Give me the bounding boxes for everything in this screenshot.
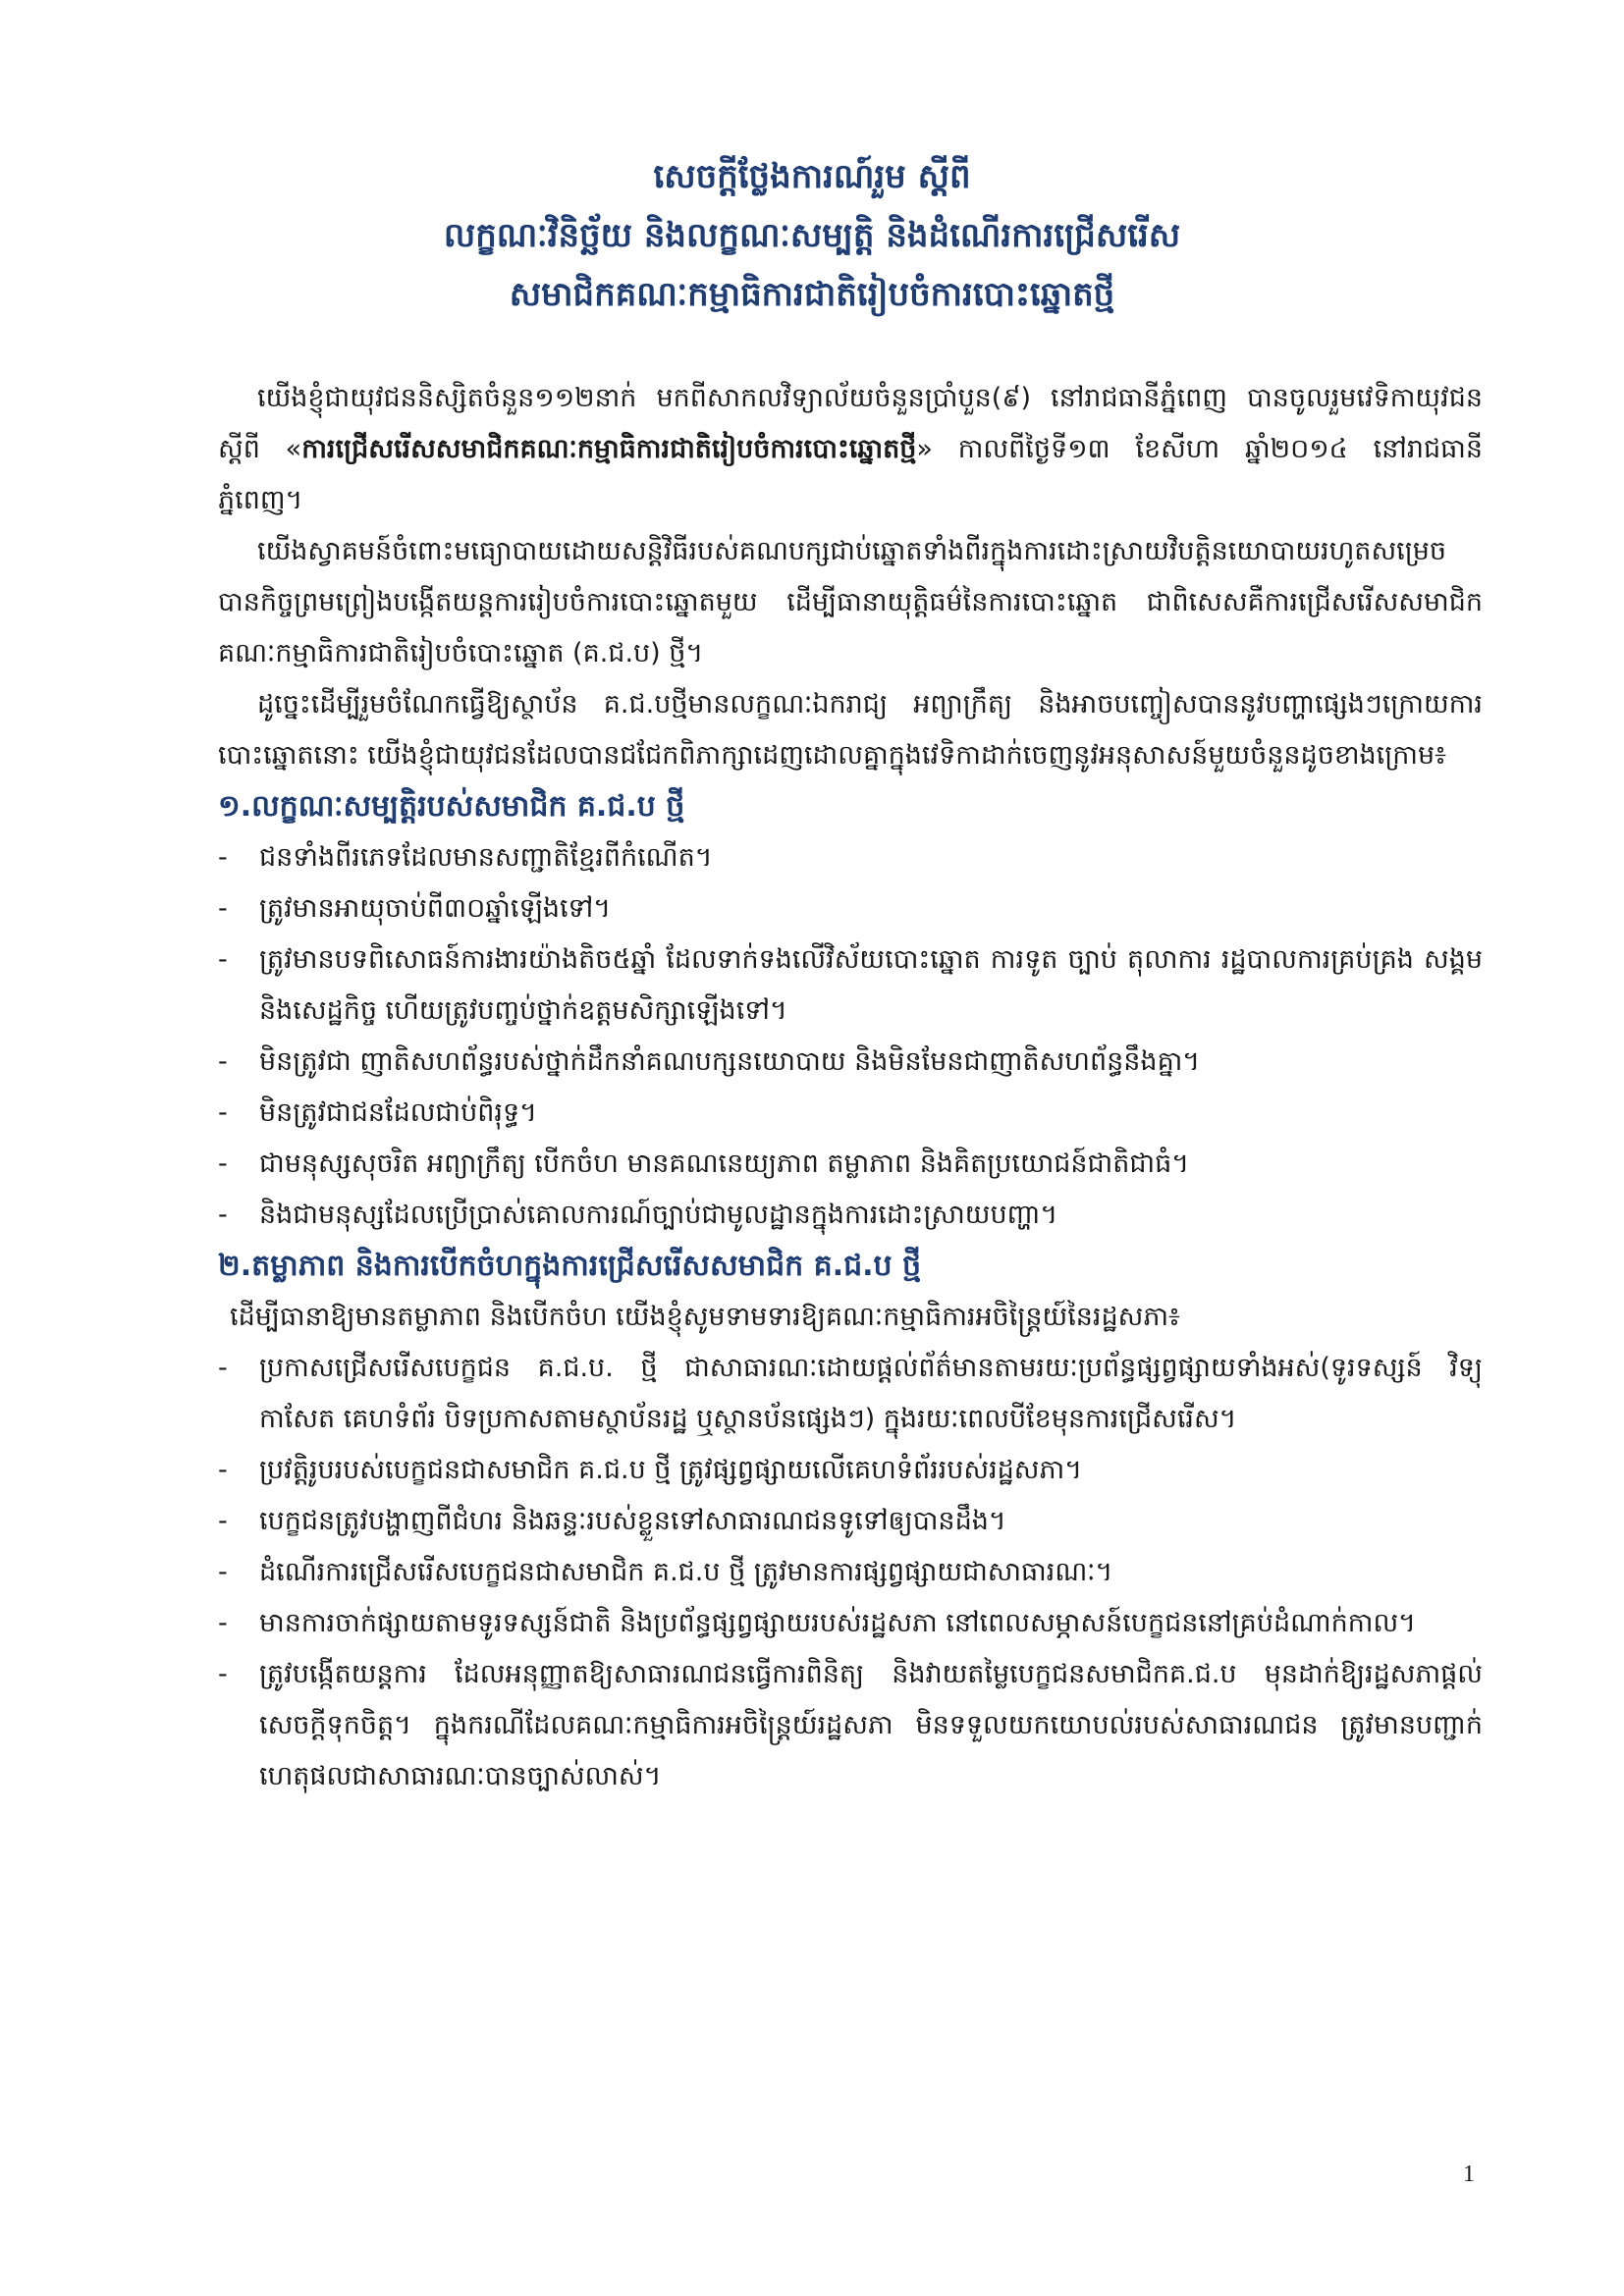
dash-bullet-icon: - xyxy=(218,1353,228,1383)
section-2-heading: ២.តម្លាភាព និងការបើកចំហក្នុងការជ្រើសរើសសមាជិក គ.ជ.ប ថ្មី xyxy=(218,1249,922,1283)
dash-bullet-icon: - xyxy=(218,1557,228,1587)
list-item-text: បេក្ខជនត្រូវបង្ហាញពីជំហរ និងឆន្ទៈរបស់ខ្លួនទៅសាធារណជនទូទៅឲ្យបានដឹង។ xyxy=(259,1506,1006,1536)
list-item xyxy=(218,1547,1483,1598)
list-item-text: ជនទាំងពីរភេទដែលមានសញ្ជាតិខ្មែរពីកំណើត។ xyxy=(259,842,713,873)
list-item-text: មានការចាក់ផ្សាយតាមទូរទស្សន៍ជាតិ និងប្រព័ន្ធផ្សព្វផ្សាយរបស់រដ្ឋសភា នៅពេលសម្ភាសន៍បេក្ខជននៅគ្រប់ដំណាក់កាល។ xyxy=(259,1608,1416,1638)
section-1-list xyxy=(218,832,1483,1241)
list-item-text: ត្រូវបង្កើតយន្តការ ដែលអនុញ្ញាតឱ្យសាធារណជនធ្វើការពិនិត្យ និងវាយតម្លៃបេក្ខជនសមាជិកគ.ជ.ប មុនដាក់ឱ្យរដ្ឋសភាផ្តល់សេចក្តីទុកចិត្ត។ ក្នុងករណីដែលគណៈកម្មាធិការអចិន្ត្រៃយ៍រដ្ឋសភា មិនទទួលយកយោបល់របស់សាធារណជន ត្រូវមានបញ្ជាក់ហេតុផលជាសាធារណៈបានច្បាស់លាស់។ xyxy=(259,1659,1483,1791)
section-1-heading: ១.លក្ខណៈសម្បត្តិរបស់សមាជិក គ.ជ.ប ថ្មី xyxy=(218,789,685,824)
list-item xyxy=(218,1343,1483,1445)
list-item-text: មិនត្រូវជា ញាតិសហព័ន្ធរបស់ថ្នាក់ដឹកនាំគណបក្សនយោបាយ និងមិនមែនជាញាតិសហព័ន្ធនឹងគ្នា។ xyxy=(259,1046,1201,1077)
list-item xyxy=(218,883,1483,934)
dash-bullet-icon: - xyxy=(218,1659,228,1689)
page-number: 1 xyxy=(1463,2162,1475,2187)
document-body xyxy=(218,373,1483,1802)
list-item-text: និងជាមនុស្សដែលប្រើប្រាស់គោលការណ៍ច្បាប់ជាមូលដ្ឋានក្នុងការដោះស្រាយបញ្ហា។ xyxy=(259,1200,1058,1230)
intro-paragraph-1 xyxy=(218,373,1483,526)
intro-p1-text-before: យើងខ្ញុំជាយុវជននិស្សិតចំនួន១១២នាក់ មកពីសាកលវិទ្យាល័យចំនួនប្រាំបួន(៩) នៅរាជធានីភ្នំពេញ បានចូលរួមវេទិកាយុវជនស្តីពី « xyxy=(218,383,1483,464)
title-line-1: សេចក្តីថ្លែងការណ៍រួម ស្តីពី xyxy=(653,157,971,196)
list-item-text: ប្រកាសជ្រើសរើសបេក្ខជន គ.ជ.ប. ថ្មី ជាសាធារណៈដោយផ្តល់ព័ត៌មានតាមរយៈប្រព័ន្ធផ្សព្វផ្សាយទាំងអស់(ទូរទស្សន៍ វិទ្យុ កាសែត គេហទំព័រ បិទប្រកាសតាមស្ថាប័នរដ្ឋ ឬស្ថានប័នផ្សេងៗ) ក្នុងរយៈពេលបីខែមុនការជ្រើសរើស។ xyxy=(259,1353,1483,1434)
dash-bullet-icon: - xyxy=(218,944,228,975)
intro-p1-text-after: » កាលពីថ្ងៃទី១៣ ខែសីហា ឆ្នាំ២០១៤ នៅរាជធានីភ្នំពេញ។ xyxy=(218,434,1483,515)
list-item-text: ដំណើរការជ្រើសរើសបេក្ខជនជាសមាជិក គ.ជ.ប ថ្មី ត្រូវមានការផ្សព្វផ្សាយជាសាធារណៈ។ xyxy=(259,1557,1113,1587)
title-line-2: លក្ខណៈវិនិច្ឆ័យ និងលក្ខណៈសម្បត្តិ និងដំណើរការជ្រើសរើស xyxy=(443,216,1181,255)
list-item xyxy=(218,1496,1483,1547)
dash-bullet-icon: - xyxy=(218,1148,228,1179)
section-2-list xyxy=(218,1343,1483,1802)
list-item-text: មិនត្រូវជាជនដែលជាប់ពិរុទ្ធ។ xyxy=(259,1097,537,1128)
intro-paragraph-2: យើងស្វាគមន៍ចំពោះមធ្យោបាយដោយសន្តិវិធីរបស់គណបក្សជាប់ឆ្នោតទាំងពីរក្នុងការដោះស្រាយវិបត្តិនយោបាយរហូតសម្រេចបានកិច្ចព្រមព្រៀងបង្កើតយន្តការរៀបចំការបោះឆ្នោតមួយ ដើម្បីធានាយុត្តិធម៌នៃការបោះឆ្នោត ជាពិសេសគឺការជ្រើសរើសសមាជិកគណៈកម្មាធិការជាតិរៀបចំបោះឆ្នោត (គ.ជ.ប) ថ្មី។ xyxy=(218,536,1483,668)
list-item xyxy=(218,1190,1483,1241)
list-item xyxy=(218,832,1483,883)
dash-bullet-icon: - xyxy=(218,1097,228,1128)
list-item xyxy=(218,1037,1483,1088)
dash-bullet-icon: - xyxy=(218,1200,228,1230)
document-title xyxy=(0,147,1624,324)
list-item xyxy=(218,1445,1483,1496)
title-line-3: សមាជិកគណៈកម្មាធិការជាតិរៀបចំការបោះឆ្នោតថ្មី xyxy=(509,275,1115,314)
dash-bullet-icon: - xyxy=(218,1506,228,1536)
list-item-text: ប្រវត្តិរូបរបស់បេក្ខជនជាសមាជិក គ.ជ.ប ថ្មី ត្រូវផ្សព្វផ្សាយលើគេហទំព័ររបស់រដ្ឋសភា។ xyxy=(259,1455,1083,1485)
intro-p1-bold-topic: ការជ្រើសរើសសមាជិកគណៈកម្មាធិការជាតិរៀបចំការបោះឆ្នោតថ្មី xyxy=(301,434,917,464)
list-item-text: ត្រូវមានបទពិសោធន៍ការងារយ៉ាងតិច៥ឆ្នាំ ដែលទាក់ទងលើវិស័យបោះឆ្នោត ការទូត ច្បាប់ តុលាការ រដ្ឋបាលការគ្រប់គ្រង សង្គម និងសេដ្ឋកិច្ច ហើយត្រូវបញ្ចប់ថ្នាក់ឧត្តមសិក្សាឡើងទៅ។ xyxy=(259,944,1483,1026)
intro-paragraph-3: ដូច្នេះដើម្បីរួមចំណែកធ្វើឱ្យស្ថាប័ន គ.ជ.បថ្មីមានលក្ខណៈឯករាជ្យ អព្យាក្រឹត្យ និងអាចបញ្ចៀសបាននូវបញ្ហាផ្សេងៗក្រោយការបោះឆ្នោតនោះ យើងខ្ញុំជាយុវជនដែលបានជជែកពិភាក្សាដេញដោលគ្នាក្នុងវេទិកាដាក់ចេញនូវអនុសាសន៍មួយចំនួនដូចខាងក្រោម៖ xyxy=(218,689,1483,771)
list-item xyxy=(218,1088,1483,1139)
list-item-text: ត្រូវមានអាយុចាប់ពី៣០ឆ្នាំឡើងទៅ។ xyxy=(259,893,612,924)
section-2-intro: ដើម្បីធានាឱ្យមានតម្លាភាព និងបើកចំហ យើងខ្ញុំសូមទាមទារឱ្យគណៈកម្មាធិការអចិន្ត្រៃយ៍នៃរដ្ឋសភា៖ xyxy=(230,1302,1180,1332)
list-item-text: ជាមនុស្សសុចរិត អព្យាក្រឹត្យ បើកចំហ មានគណនេយ្យភាព តម្លាភាព និងគិតប្រយោជន៍ជាតិជាធំ។ xyxy=(259,1148,1190,1179)
dash-bullet-icon: - xyxy=(218,893,228,924)
dash-bullet-icon: - xyxy=(218,1608,228,1638)
dash-bullet-icon: - xyxy=(218,1455,228,1485)
dash-bullet-icon: - xyxy=(218,842,228,873)
list-item xyxy=(218,1139,1483,1190)
dash-bullet-icon: - xyxy=(218,1046,228,1077)
list-item xyxy=(218,1649,1483,1802)
list-item xyxy=(218,934,1483,1037)
list-item xyxy=(218,1598,1483,1649)
